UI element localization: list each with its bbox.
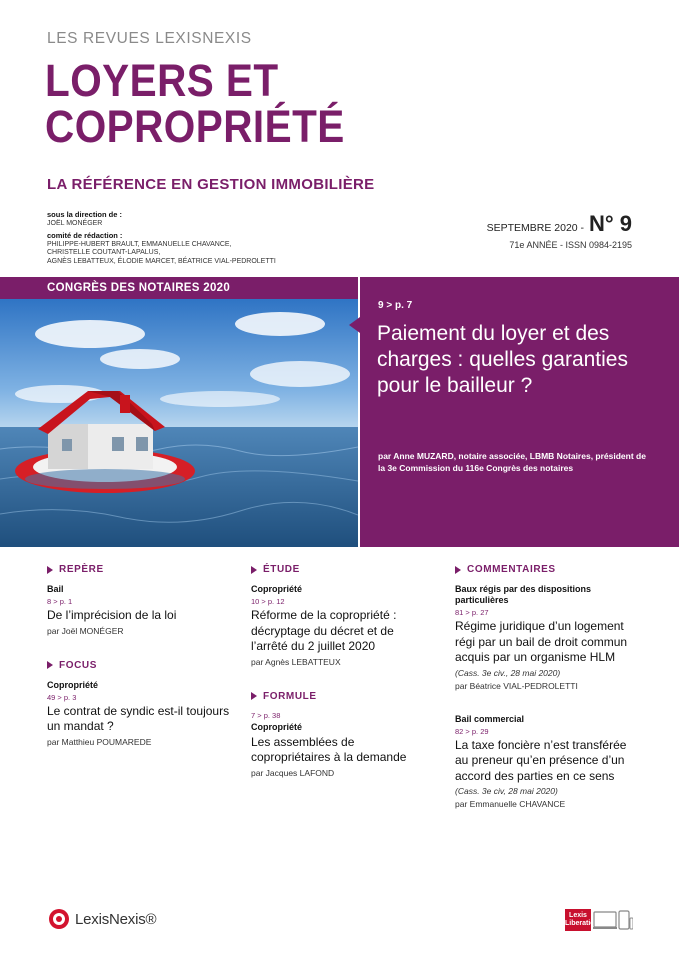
triangle-bullet-icon — [47, 566, 53, 574]
feature-text-panel — [360, 277, 679, 547]
article-author: par Matthieu POUMAREDE — [47, 736, 152, 747]
title-line-2: COPROPRIÉTÉ — [45, 101, 345, 152]
triangle-bullet-icon — [251, 692, 257, 700]
feature-section-label: CONGRÈS DES NOTAIRES 2020 — [0, 277, 358, 299]
issue-year: 71e ANNÉE - ISSN 0984-2195 — [509, 240, 632, 250]
article-case-ref: (Cass. 3e civ., 28 mai 2020) — [455, 667, 561, 678]
article-author: par Jacques LAFOND — [251, 767, 335, 778]
house-in-water-image — [0, 299, 358, 547]
article-author: par Joël MONÉGER — [47, 625, 124, 636]
article-case-ref: (Cass. 3e civ, 28 mai 2020) — [455, 786, 558, 796]
lexisnexis-emblem-icon — [48, 908, 70, 930]
article-author: par Agnès LEBATTEUX — [251, 656, 341, 667]
committee-line: AGNÈS LEBATTEUX, ÉLODIE MARCET, BÉATRICE VIAL-PEDROLETTI — [47, 257, 276, 265]
article-category: Copropriété — [47, 679, 99, 690]
article-item[interactable] — [455, 714, 640, 811]
section-heading-etude: ÉTUDE — [251, 563, 431, 576]
article-title[interactable]: Le contrat de syndic est-il toujours un mandat ? — [47, 703, 230, 733]
issue-info — [487, 211, 632, 250]
column-middle — [251, 563, 431, 801]
feature-image-panel — [0, 277, 358, 547]
article-category: Copropriété — [251, 584, 303, 594]
feature-band — [0, 277, 679, 547]
logo-text: LexisNexis® — [75, 910, 157, 928]
article-title[interactable]: Les assemblées de copropriétaires à la demande — [251, 734, 407, 764]
triangle-bullet-icon — [455, 566, 461, 574]
title-line-1: LOYERS ET — [45, 55, 279, 106]
feature-pointer — [349, 317, 360, 333]
director-name: JOËL MONÉGER — [47, 219, 103, 227]
article-page-ref: 8 > p. 1 — [47, 597, 73, 606]
article-author: par Emmanuelle CHAVANCE — [455, 799, 566, 809]
article-title[interactable]: Réforme de la copropriété : décryptage du décret et de l’arrêté du 2 juillet 2020 — [251, 608, 397, 653]
article-category: Baux régis par des dispositions particulières — [455, 584, 592, 605]
article-page-ref: 10 > p. 12 — [251, 597, 285, 606]
article-item[interactable] — [455, 584, 640, 692]
lexis-360-badge: Lexis Liberation — [565, 909, 591, 931]
feature-author: par Anne MUZARD, notaire associée, LBMB Notaires, président de la 3e Commission du 116e Congrès des notaires — [378, 451, 646, 473]
article-category: Bail commercial — [455, 713, 525, 724]
triangle-bullet-icon — [251, 566, 257, 574]
issue-date: SEPTEMBRE 2020 - — [486, 222, 587, 234]
feature-title[interactable]: Paiement du loyer et des charges : quelles garanties pour le bailleur ? — [377, 322, 628, 397]
committee-line: PHILIPPE-HUBERT BRAULT, EMMANUELLE CHAVANCE, — [47, 240, 232, 248]
section-heading-commentaires: COMMENTAIRES — [455, 563, 640, 576]
devices-icon — [593, 909, 633, 933]
article-item[interactable] — [251, 711, 431, 779]
article-page-ref: 49 > p. 3 — [47, 692, 77, 702]
article-page-ref: 82 > p. 29 — [455, 726, 489, 736]
article-category: Bail — [47, 584, 64, 594]
article-title[interactable]: Régime juridique d’un logement régi par un bail de droit commun acquis par un organisme HLM — [455, 619, 628, 664]
section-heading-focus: FOCUS — [47, 659, 237, 672]
direction-label: sous la direction de : — [47, 210, 123, 219]
article-author: par Béatrice VIAL-PEDROLETTI — [455, 680, 578, 691]
article-page-ref: 7 > p. 38 — [251, 710, 281, 720]
committee-label: comité de rédaction : — [47, 231, 123, 240]
series-name: LES REVUES LEXISNEXIS — [47, 30, 252, 47]
editorial-board — [47, 211, 307, 266]
column-right — [455, 563, 640, 832]
article-item[interactable] — [47, 584, 237, 637]
article-item[interactable] — [47, 680, 237, 748]
article-title[interactable]: De l’imprécision de la loi — [47, 608, 177, 622]
section-heading-formule: FORMULE — [251, 690, 431, 703]
feature-page-ref: 9 > p. 7 — [378, 300, 413, 311]
article-page-ref: 81 > p. 27 — [455, 608, 489, 617]
issue-number: N° 9 — [588, 211, 632, 236]
magazine-subtitle: LA RÉFÉRENCE EN GESTION IMMOBILIÈRE — [47, 176, 375, 193]
triangle-bullet-icon — [47, 661, 53, 669]
committee-line: CHRISTELLE COUTANT-LAPALUS, — [47, 249, 161, 256]
article-category: Copropriété — [251, 721, 303, 732]
article-item[interactable] — [251, 584, 431, 668]
lexisnexis-logo — [48, 908, 156, 930]
magazine-title — [45, 55, 345, 152]
section-heading-repere: REPÈRE — [47, 563, 237, 576]
article-title[interactable]: La taxe foncière n’est transférée au preneur qu’en présence d’un accord des parties en ce sens — [455, 737, 627, 783]
column-left — [47, 563, 237, 770]
